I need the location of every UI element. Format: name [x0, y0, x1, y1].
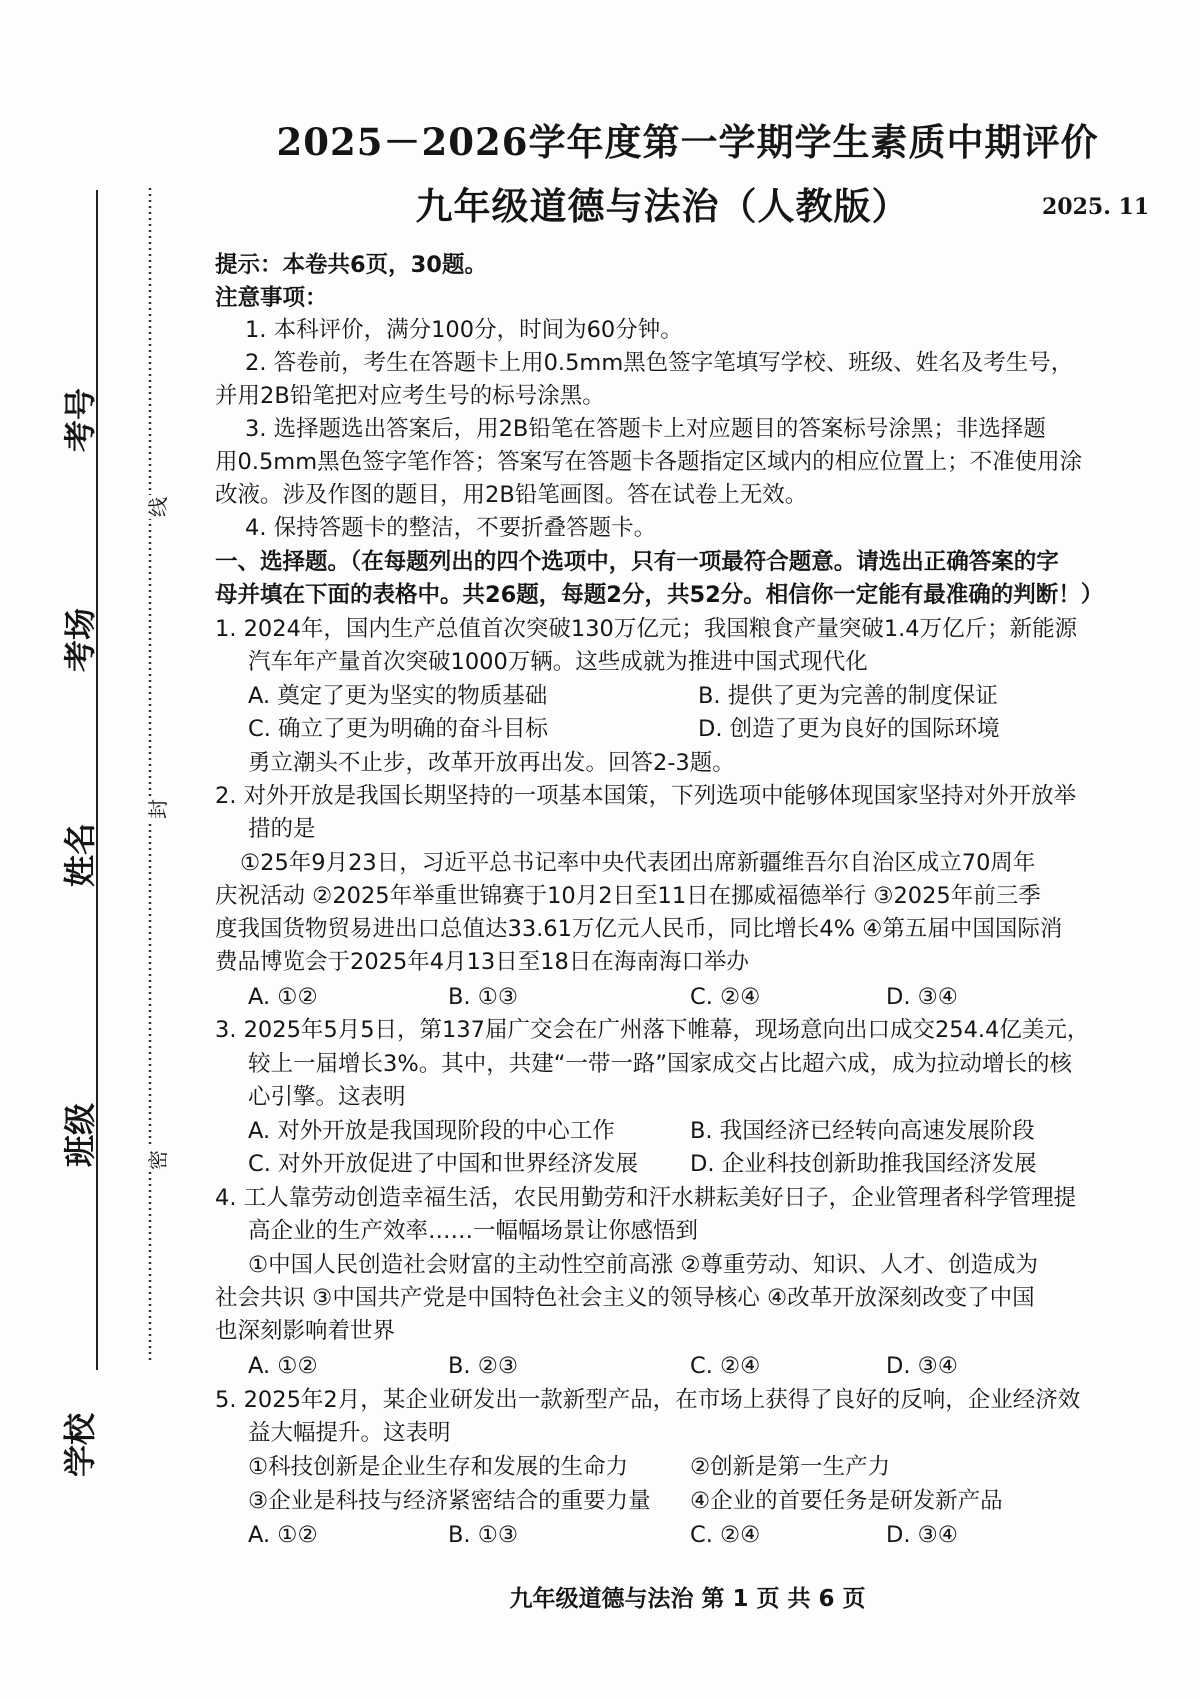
- seal-char-dense: 密: [146, 1150, 170, 1170]
- question-1-option-d[interactable]: D. 创造了更为良好的国际环境: [698, 716, 1000, 742]
- question-5-option-b[interactable]: B. ①③: [448, 1522, 519, 1548]
- question-5-stem: 5. 2025年2月，某企业研发出一款新型产品，在市场上获得了良好的反响，企业经济效: [215, 1387, 1081, 1413]
- note-line: 并用2B铅笔把对应考生号的标号涂黑。: [215, 383, 605, 409]
- question-3-option-c[interactable]: C. 对外开放促进了中国和世界经济发展: [248, 1151, 639, 1177]
- exam-title: 2025－2026学年度第一学期学生素质中期评价: [276, 120, 1099, 164]
- question-1-option-b[interactable]: B. 提供了更为完善的制度保证: [698, 683, 998, 709]
- note-line: 用0.5mm黑色签字笔作答；答案写在答题卡各题指定区域内的相应位置上；不准使用涂: [215, 449, 1083, 475]
- page-hint: 提示：本卷共6页，30题。: [215, 252, 487, 278]
- question-2-option-c[interactable]: C. ②④: [690, 984, 761, 1010]
- exam-date: 2025. 11: [1042, 194, 1150, 220]
- question-2-items: ①25年9月23日，习近平总书记率中央代表团出席新疆维吾尔自治区成立70周年: [240, 850, 1036, 876]
- question-4-items: 也深刻影响着世界: [215, 1318, 396, 1344]
- question-4-option-a[interactable]: A. ①②: [248, 1353, 318, 1379]
- question-3-option-d[interactable]: D. 企业科技创新助推我国经济发展: [690, 1151, 1037, 1177]
- question-4-stem: 4. 工人靠劳动创造幸福生活，农民用勤劳和汗水耕耘美好日子，企业管理者科学管理提: [215, 1185, 1077, 1211]
- questions-2-3-intro: 勇立潮头不止步，改革开放再出发。回答2-3题。: [248, 750, 735, 776]
- question-4-stem: 高企业的生产效率……一幅幅场景让你感悟到: [248, 1218, 699, 1244]
- question-1-option-a[interactable]: A. 奠定了更为坚实的物质基础: [248, 683, 548, 709]
- question-5-option-d[interactable]: D. ③④: [886, 1522, 958, 1548]
- question-3-stem: 较上一届增长3%。其中，共建“一带一路”国家成交占比超六成，成为拉动增长的核: [248, 1051, 1073, 1077]
- question-5-item: ③企业是科技与经济紧密结合的重要力量: [248, 1488, 651, 1514]
- binding-label-exam-number: 考号: [61, 388, 99, 453]
- note-line: 2. 答卷前，考生在答题卡上用0.5mm黑色签字笔填写学校、班级、姓名及考生号，: [245, 350, 1074, 376]
- section-heading: 母并填在下面的表格中。共26题，每题2分，共52分。相信你一定能有最准确的判断！）: [215, 582, 1104, 608]
- question-4-option-c[interactable]: C. ②④: [690, 1353, 761, 1379]
- question-2-items: 费品博览会于2025年4月13日至18日在海南海口举办: [215, 949, 749, 975]
- question-4-option-b[interactable]: B. ②③: [448, 1353, 519, 1379]
- note-line: 改液。涉及作图的题目，用2B铅笔画图。答在试卷上无效。: [215, 482, 808, 508]
- question-2-option-b[interactable]: B. ①③: [448, 984, 519, 1010]
- note-line: 4. 保持答题卡的整洁，不要折叠答题卡。: [245, 515, 657, 541]
- binding-label-exam-room: 考场: [61, 608, 99, 673]
- section-heading: 一、选择题。（在每题列出的四个选项中，只有一项最符合题意。请选出正确答案的字: [215, 549, 1059, 575]
- question-5-item: ④企业的首要任务是研发新产品: [690, 1488, 1003, 1514]
- seal-char-seal: 封: [146, 799, 170, 819]
- question-5-item: ②创新是第一生产力: [690, 1454, 891, 1480]
- question-5-item: ①科技创新是企业生存和发展的生命力: [248, 1454, 629, 1480]
- question-4-items: 社会共识 ③中国共产党是中国特色社会主义的领导核心 ④改革开放深刻改变了中国: [215, 1285, 1035, 1311]
- seal-char-line: 线: [146, 497, 170, 517]
- question-3-option-b[interactable]: B. 我国经济已经转向高速发展阶段: [690, 1118, 1035, 1144]
- question-3-stem: 3. 2025年5月5日，第137届广交会在广州落下帷幕，现场意向出口成交254.4亿美元，: [215, 1017, 1090, 1043]
- question-1-option-c[interactable]: C. 确立了更为明确的奋斗目标: [248, 716, 549, 742]
- binding-label-class: 班级: [61, 1103, 99, 1168]
- question-2-items: 庆祝活动 ②2025年举重世锦赛于10月2日至11日在挪威福德举行 ③2025年前三季: [215, 883, 1041, 909]
- page-footer: 九年级道德与法治 第 1 页 共 6 页: [509, 1586, 866, 1612]
- note-line: 1. 本科评价，满分100分，时间为60分钟。: [245, 317, 683, 343]
- question-2-option-a[interactable]: A. ①②: [248, 984, 318, 1010]
- question-5-option-c[interactable]: C. ②④: [690, 1522, 761, 1548]
- question-1-stem: 1. 2024年，国内生产总值首次突破130万亿元；我国粮食产量突破1.4万亿斤；新能源: [215, 616, 1078, 642]
- question-3-option-a[interactable]: A. 对外开放是我国现阶段的中心工作: [248, 1118, 615, 1144]
- question-2-stem: 2. 对外开放是我国长期坚持的一项基本国策，下列选项中能够体现国家坚持对外开放举: [215, 783, 1077, 809]
- binding-label-name: 姓名: [61, 823, 99, 888]
- question-2-option-d[interactable]: D. ③④: [886, 984, 958, 1010]
- binding-label-school: 学校: [61, 1413, 99, 1478]
- question-5-option-a[interactable]: A. ①②: [248, 1522, 318, 1548]
- question-2-stem: 措的是: [248, 816, 316, 842]
- question-4-items: ①中国人民创造社会财富的主动性空前高涨 ②尊重劳动、知识、人才、创造成为: [248, 1252, 1038, 1278]
- exam-subtitle: 九年级道德与法治（人教版）: [415, 184, 910, 228]
- question-5-stem: 益大幅提升。这表明: [248, 1420, 451, 1446]
- question-4-option-d[interactable]: D. ③④: [886, 1353, 958, 1379]
- question-3-stem: 心引擎。这表明: [248, 1084, 406, 1110]
- notes-title: 注意事项：: [215, 285, 328, 311]
- note-line: 3. 选择题选出答案后，用2B铅笔在答题卡上对应题目的答案标号涂黑；非选择题: [245, 416, 1046, 442]
- question-2-items: 度我国货物贸易进出口总值达33.61万亿元人民币，同比增长4% ④第五届中国国际消: [215, 916, 1063, 942]
- question-1-stem: 汽车年产量首次突破1000万辆。这些成就为推进中国式现代化: [248, 649, 868, 675]
